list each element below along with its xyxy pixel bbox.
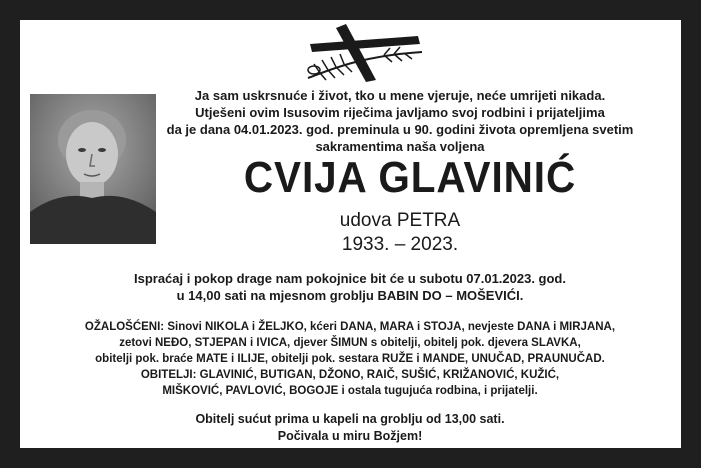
closing-text [40, 411, 660, 445]
mourner-line: obitelji pok. braće MATE i ILIJE, obitelji pok. sestara RUŽE i MANDE, UNUČAD, PRAUNUČAD. [95, 353, 605, 365]
intro-line: Utješeni ovim Isusovim riječima javljamo svoj rodbini i prijateljima [195, 105, 605, 120]
mourner-line: zetovi NEĐO, STJEPAN i IVICA, djever ŠIMUN s obitelji, obitelj pok. djevera SLAVKA, [119, 337, 581, 349]
portrait-photo [30, 94, 156, 244]
intro-text [150, 87, 650, 155]
mourner-line: MIŠKOVIĆ, PAVLOVIĆ, BOGOJE i ostala tugujuća rodbina, i prijatelji. [162, 385, 538, 397]
mourner-line: OŽALOŠĆENI: Sinovi NIKOLA i ŽELJKO, kćeri DANA, MARA i STOJA, nevjeste DANA i MIRJANA, [84, 321, 616, 333]
portrait-image [30, 94, 156, 244]
intro-line: sakramentima naša voljena [315, 139, 485, 154]
funeral-info [40, 270, 660, 304]
mourner-line: OBITELJI: GLAVINIĆ, BUTIGAN, DŽONO, RAIČ, SUŠIĆ, KRIŽANOVIĆ, KUŽIĆ, [140, 369, 560, 381]
intro-line: da je dana 04.01.2023. god. preminula u 90. godini života opremljena svetim [166, 122, 634, 137]
mourners-list [40, 319, 660, 399]
deceased-name: CVIJA GLAVINIĆ [243, 153, 577, 202]
intro-line: Ja sam uskrsnuće i život, tko u mene vjeruje, neće umrijeti nikada. [194, 88, 606, 103]
cross-with-palm-branch-icon [300, 22, 430, 82]
closing-line: Obitelj sućut prima u kapeli na groblju od 13,00 sati. [195, 412, 505, 426]
life-years: 1933. – 2023. [341, 234, 459, 255]
closing-line: Počivala u miru Božjem! [277, 429, 423, 443]
funeral-line: Ispraćaj i pokop drage nam pokojnice bit će u subotu 07.01.2023. god. [133, 271, 566, 286]
widow-line: udova PETRA [339, 210, 461, 231]
funeral-line: u 14,00 sati na mjesnom groblju BABIN DO – MOŠEVIĆI. [176, 288, 524, 303]
